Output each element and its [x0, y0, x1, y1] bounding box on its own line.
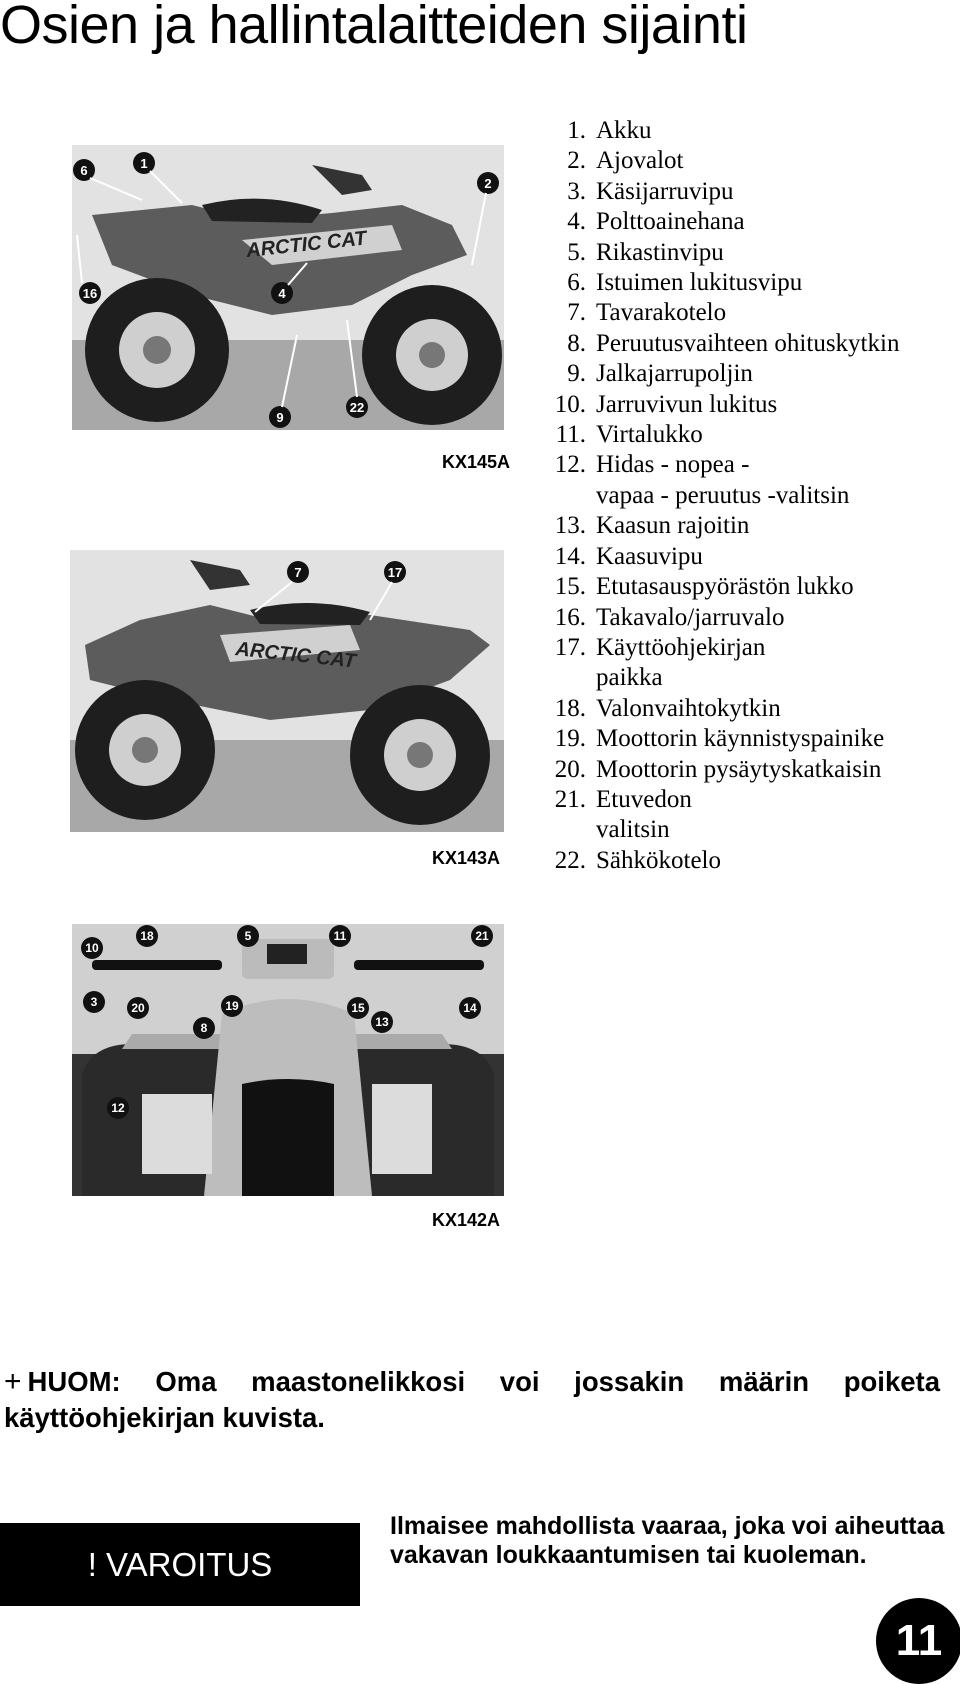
list-item: 1. Akku — [567, 117, 652, 144]
svg-text:20: 20 — [131, 1001, 145, 1015]
list-item: 20. Moottorin pysäytyskatkaisin — [554, 755, 882, 783]
list-item: 14. Kaasuvipu — [554, 542, 703, 570]
svg-text:2: 2 — [484, 176, 492, 191]
list-item: 16. Takavalo/jarruvalo — [554, 603, 785, 631]
svg-text:18: 18 — [140, 929, 154, 943]
atv-side-left-image — [72, 145, 504, 430]
svg-text:5: 5 — [244, 929, 252, 943]
page-title: Osien ja hallintalaitteiden sijainti — [0, 0, 748, 55]
list-item-continuation: valitsin — [596, 816, 670, 844]
svg-text:6: 6 — [80, 163, 88, 178]
list-item: 18. Valonvaihtokytkin — [554, 694, 781, 722]
figure-kx143a-photo — [70, 550, 504, 832]
page-number-badge — [876, 1598, 960, 1684]
parts-list — [550, 116, 960, 876]
svg-text:15: 15 — [351, 1001, 365, 1015]
svg-text:4: 4 — [278, 286, 286, 301]
list-item: 4. Polttoainehana — [567, 208, 745, 236]
list-item: 12. Hidas - nopea - — [554, 451, 750, 479]
svg-text:11: 11 — [333, 929, 347, 943]
svg-text:16: 16 — [82, 286, 98, 301]
list-item: 17. Käyttöohjekirjan — [554, 633, 766, 661]
svg-text:10: 10 — [85, 941, 99, 955]
list-item: 3. Käsijarruvipu — [567, 177, 734, 205]
atv-side-right-image — [70, 550, 504, 832]
list-item: 5. Rikastinvipu — [567, 238, 724, 266]
svg-text:1: 1 — [140, 156, 148, 171]
svg-text:3: 3 — [90, 995, 98, 1009]
list-item: 9. Jalkajarrupoljin — [567, 360, 753, 388]
page-number: 11 — [895, 1616, 943, 1665]
list-item: 2. Ajovalot — [567, 147, 684, 175]
svg-text:21: 21 — [475, 929, 489, 943]
list-item: 10. Jarruvivun lukitus — [554, 390, 778, 418]
list-item: 19. Moottorin käynnistyspainike — [554, 725, 885, 753]
arctic-cat-logo: ARCTIC CAT — [245, 227, 368, 262]
svg-text:7: 7 — [294, 565, 302, 580]
list-item: 11. Virtalukko — [555, 421, 703, 449]
svg-text:8: 8 — [200, 1021, 208, 1035]
list-item: 15. Etutasauspyörästön lukko — [554, 573, 854, 601]
list-item-continuation: vapaa - peruutus -valitsin — [596, 481, 850, 509]
arctic-cat-logo: ARCTIC CAT — [234, 638, 357, 673]
list-item: 22. Sähkökotelo — [554, 846, 721, 874]
list-item: 7. Tavarakotelo — [567, 299, 727, 327]
note-text: HUOM: Oma maastonelikkosi voi jossakin määrin poiketa käyttöohjekirjan kuvista. — [4, 1366, 940, 1433]
list-item: 8. Peruutusvaihteen ohituskytkin — [567, 329, 900, 357]
list-item-continuation: paikka — [596, 664, 663, 692]
warning-text: Ilmaisee mahdollista vaaraa, joka voi aiheuttaa vakavan loukkaantumisen tai kuoleman. — [390, 1512, 945, 1569]
figure-code-kx143a: KX143A — [432, 848, 501, 868]
figure-code-kx145a: KX145A — [442, 452, 511, 472]
svg-text:19: 19 — [225, 999, 239, 1013]
svg-text:9: 9 — [276, 410, 284, 425]
svg-text:13: 13 — [375, 1015, 389, 1029]
plus-icon: + — [4, 1365, 22, 1398]
svg-text:12: 12 — [111, 1101, 125, 1115]
svg-text:14: 14 — [463, 1001, 477, 1015]
figure-kx145a-photo — [72, 145, 504, 430]
figure-kx142a-photo — [72, 924, 504, 1196]
list-item: 6. Istuimen lukitusvipu — [567, 269, 803, 297]
figure-code-kx142a: KX142A — [432, 1210, 501, 1230]
svg-text:22: 22 — [349, 400, 365, 415]
atv-handlebar-image — [72, 924, 504, 1196]
warning-label-box — [0, 1523, 360, 1606]
note-paragraph — [4, 1364, 940, 1436]
list-item: 21. Etuvedon — [554, 785, 692, 813]
warning-label: ! VAROITUS — [87, 1545, 273, 1583]
list-item: 13. Kaasun rajoitin — [554, 512, 750, 540]
svg-text:17: 17 — [387, 565, 403, 580]
